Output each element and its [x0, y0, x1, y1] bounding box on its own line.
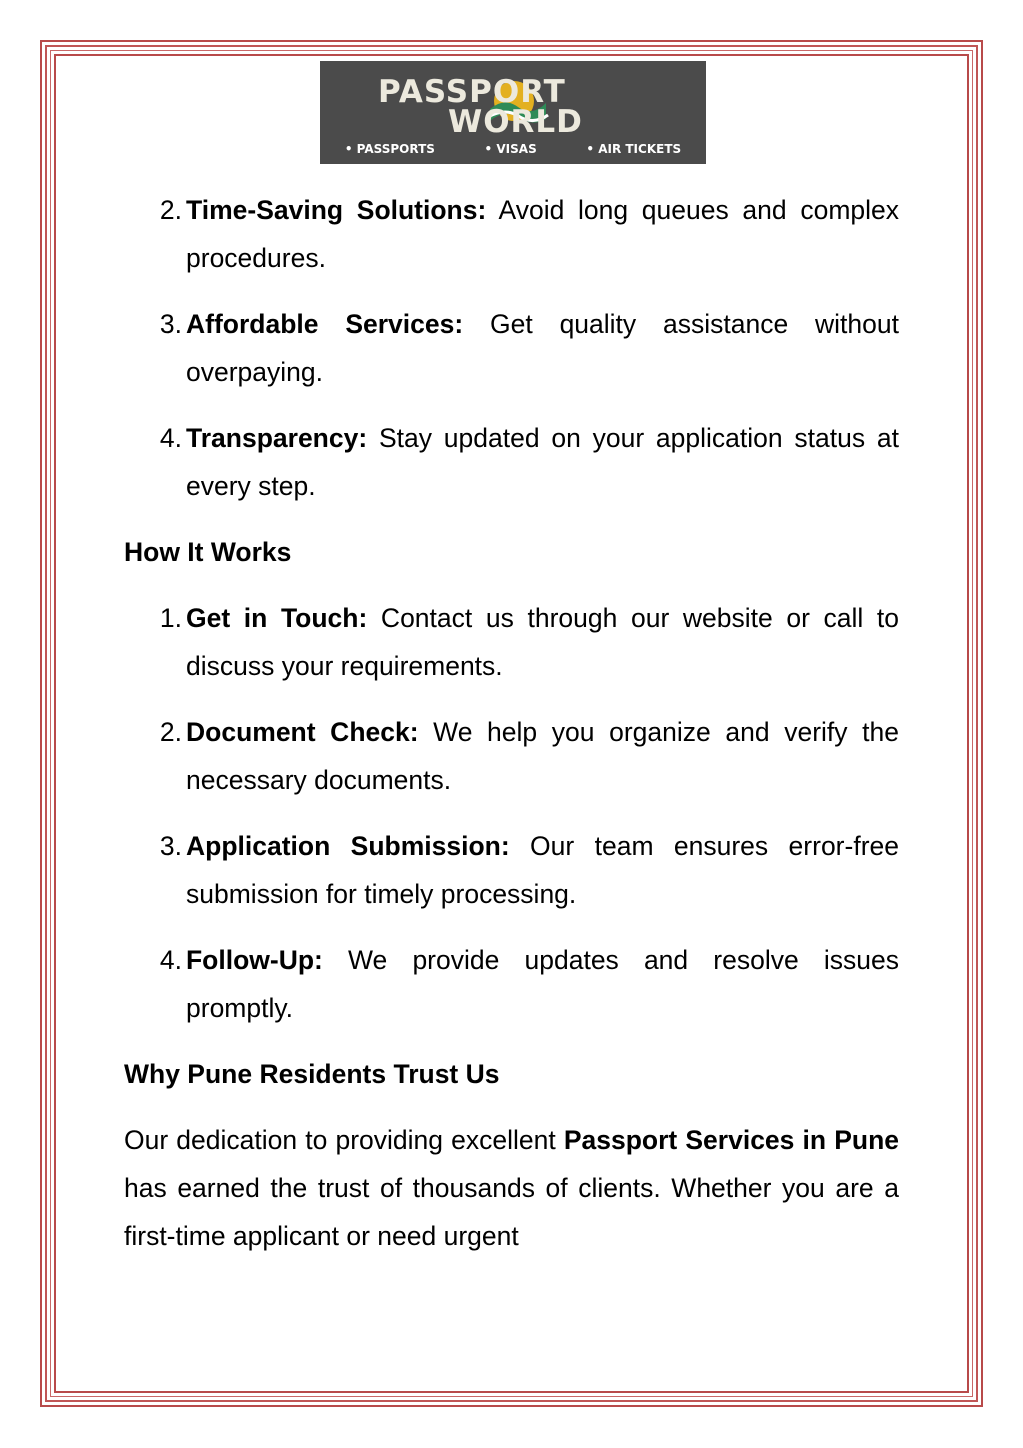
- list-number: 3.: [159, 309, 182, 339]
- benefits-list: [124, 186, 899, 510]
- paragraph-text-after: has earned the trust of thousands of clients. Whether you are a first-time applicant or need urgent: [124, 1173, 899, 1251]
- list-item: [124, 822, 899, 918]
- list-number: 3.: [159, 831, 182, 861]
- list-item: [124, 186, 899, 282]
- list-number: 2.: [159, 717, 182, 747]
- list-item: [124, 594, 899, 690]
- section-heading-how-it-works: How It Works: [124, 537, 292, 567]
- item-text: Avoid long queues and complex procedures.: [186, 195, 900, 273]
- document-body: [124, 186, 899, 1260]
- logo-tag-visas: • VISAS: [484, 142, 537, 156]
- item-title: Affordable Services:: [186, 309, 464, 339]
- item-title: Time-Saving Solutions:: [186, 195, 487, 225]
- logo-word-bottom: WORLD: [448, 104, 583, 140]
- item-text: Our team ensures error-free submission for timely processing.: [186, 831, 899, 909]
- paragraph-bold-text: Passport Services in Pune: [563, 1125, 899, 1155]
- item-text: Contact us through our website or call to discuss your requirements.: [186, 603, 900, 681]
- logo-word-top: PASSPORT: [378, 74, 566, 110]
- trust-paragraph: [124, 1116, 899, 1260]
- list-item: [124, 708, 899, 804]
- list-number: 4.: [159, 945, 182, 975]
- logo-tag-air-tickets: • AIR TICKETS: [586, 142, 682, 156]
- logo-tag-passports: • PASSPORTS: [344, 142, 435, 156]
- list-number: 1.: [159, 603, 182, 633]
- paragraph-text-before: Our dedication to providing excellent: [124, 1125, 564, 1155]
- item-text: Stay updated on your application status at every step.: [186, 423, 899, 501]
- list-item: [124, 300, 899, 396]
- item-title: Application Submission:: [186, 831, 510, 861]
- logo-tagline: [320, 139, 706, 159]
- item-text: We help you organize and verify the necessary documents.: [186, 717, 899, 795]
- list-number: 4.: [159, 423, 182, 453]
- section-heading-trust: Why Pune Residents Trust Us: [124, 1059, 500, 1089]
- item-title: Transparency:: [186, 423, 368, 453]
- list-item: [124, 936, 899, 1032]
- steps-list: [124, 594, 899, 1032]
- passport-world-logo: [320, 61, 706, 164]
- item-text: We provide updates and resolve issues promptly.: [186, 945, 899, 1023]
- item-title: Get in Touch:: [186, 603, 368, 633]
- item-title: Follow-Up:: [186, 945, 323, 975]
- item-title: Document Check:: [186, 717, 419, 747]
- list-number: 2.: [159, 195, 182, 225]
- item-text: Get quality assistance without overpaying.: [186, 309, 899, 387]
- list-item: [124, 414, 899, 510]
